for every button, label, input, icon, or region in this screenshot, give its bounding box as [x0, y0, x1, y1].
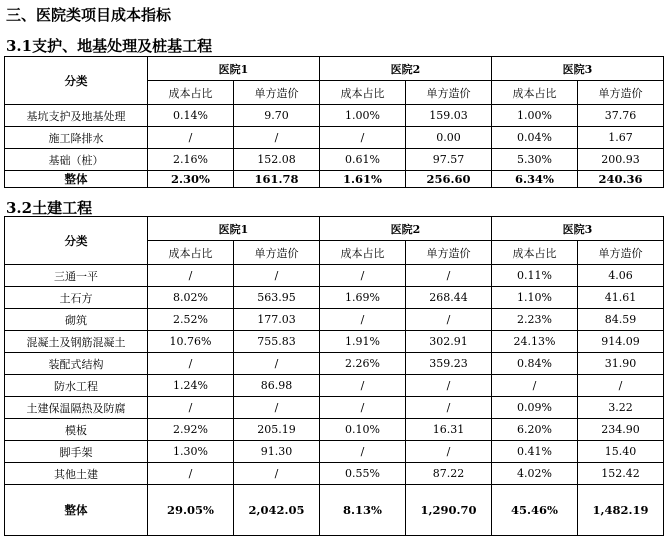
cost-ratio-cell: 6.20%: [492, 419, 578, 441]
cost-ratio-header: 成本占比: [148, 81, 234, 105]
unit-cost-cell: 755.83: [234, 331, 320, 353]
cost-ratio-cell: 1.00%: [492, 105, 578, 127]
cost-ratio-cell: 8.13%: [320, 485, 406, 536]
unit-cost-header: 单方造价: [406, 241, 492, 265]
unit-cost-cell: /: [578, 375, 664, 397]
unit-cost-cell: /: [234, 265, 320, 287]
cost-ratio-cell: 45.46%: [492, 485, 578, 536]
table-row: [5, 331, 664, 353]
cost-ratio-cell: 0.09%: [492, 397, 578, 419]
cost-ratio-cell: 0.10%: [320, 419, 406, 441]
table-header-row: [5, 57, 664, 81]
unit-cost-header: 单方造价: [234, 241, 320, 265]
hospital-3-header: 医院3: [492, 217, 664, 241]
cost-ratio-cell: /: [148, 127, 234, 149]
cost-ratio-cell: 0.04%: [492, 127, 578, 149]
cost-ratio-cell: /: [148, 463, 234, 485]
unit-cost-cell: 359.23: [406, 353, 492, 375]
table-header-row: [5, 217, 664, 241]
cost-ratio-cell: 0.41%: [492, 441, 578, 463]
hospital-1-header: 医院1: [148, 217, 320, 241]
cost-ratio-cell: 0.14%: [148, 105, 234, 127]
cost-ratio-cell: 2.92%: [148, 419, 234, 441]
unit-cost-cell: 302.91: [406, 331, 492, 353]
hospital-2-header: 医院2: [320, 217, 492, 241]
row-category-cell: 防水工程: [5, 375, 148, 397]
unit-cost-cell: 37.76: [578, 105, 664, 127]
unit-cost-cell: 161.78: [234, 171, 320, 188]
hospital-3-header: 医院3: [492, 57, 664, 81]
table-body: [5, 265, 664, 536]
unit-cost-cell: 1,290.70: [406, 485, 492, 536]
cost-ratio-header: 成本占比: [320, 241, 406, 265]
unit-cost-cell: 152.08: [234, 149, 320, 171]
cost-ratio-cell: /: [320, 309, 406, 331]
cost-ratio-cell: 0.55%: [320, 463, 406, 485]
row-category-cell: 装配式结构: [5, 353, 148, 375]
unit-cost-cell: 97.57: [406, 149, 492, 171]
row-category-cell: 模板: [5, 419, 148, 441]
cost-ratio-cell: /: [148, 265, 234, 287]
unit-cost-cell: 914.09: [578, 331, 664, 353]
cost-ratio-cell: 5.30%: [492, 149, 578, 171]
total-row: [5, 171, 664, 188]
table-row: [5, 105, 664, 127]
row-category-cell: 施工降排水: [5, 127, 148, 149]
hospital-1-header: 医院1: [148, 57, 320, 81]
cost-ratio-cell: /: [492, 375, 578, 397]
row-category-cell: 整体: [5, 485, 148, 536]
cost-ratio-cell: 1.00%: [320, 105, 406, 127]
table-row: [5, 265, 664, 287]
unit-cost-header: 单方造价: [406, 81, 492, 105]
unit-cost-header: 单方造价: [578, 241, 664, 265]
unit-cost-cell: 86.98: [234, 375, 320, 397]
section-2-title: 3.2土建工程: [6, 199, 93, 217]
unit-cost-cell: 1.67: [578, 127, 664, 149]
cost-ratio-cell: 2.30%: [148, 171, 234, 188]
row-category-cell: 基础（桩）: [5, 149, 148, 171]
table-row: [5, 309, 664, 331]
cost-ratio-cell: 2.26%: [320, 353, 406, 375]
unit-cost-cell: 41.61: [578, 287, 664, 309]
cost-ratio-cell: /: [320, 397, 406, 419]
table-row: [5, 287, 664, 309]
cost-ratio-cell: 24.13%: [492, 331, 578, 353]
unit-cost-cell: 15.40: [578, 441, 664, 463]
unit-cost-cell: 563.95: [234, 287, 320, 309]
unit-cost-header: 单方造价: [234, 81, 320, 105]
unit-cost-cell: 240.36: [578, 171, 664, 188]
unit-cost-cell: /: [234, 353, 320, 375]
table-row: [5, 375, 664, 397]
table-row: [5, 397, 664, 419]
cost-table-foundation: [4, 56, 664, 188]
cost-ratio-cell: 2.16%: [148, 149, 234, 171]
unit-cost-cell: 234.90: [578, 419, 664, 441]
cost-ratio-cell: 0.61%: [320, 149, 406, 171]
row-category-cell: 砌筑: [5, 309, 148, 331]
cost-ratio-cell: 2.23%: [492, 309, 578, 331]
row-category-cell: 三通一平: [5, 265, 148, 287]
unit-cost-cell: 2,042.05: [234, 485, 320, 536]
row-category-cell: 其他土建: [5, 463, 148, 485]
unit-cost-cell: /: [406, 375, 492, 397]
row-category-cell: 整体: [5, 171, 148, 188]
cost-table-civil: [4, 216, 664, 536]
cost-ratio-cell: 0.11%: [492, 265, 578, 287]
cost-ratio-cell: /: [148, 397, 234, 419]
row-category-cell: 土石方: [5, 287, 148, 309]
unit-cost-cell: /: [406, 265, 492, 287]
unit-cost-cell: 91.30: [234, 441, 320, 463]
row-category-cell: 混凝土及钢筋混凝土: [5, 331, 148, 353]
cost-ratio-header: 成本占比: [320, 81, 406, 105]
cost-ratio-cell: 8.02%: [148, 287, 234, 309]
table-body: [5, 105, 664, 188]
row-category-cell: 脚手架: [5, 441, 148, 463]
total-row: [5, 485, 664, 536]
cost-ratio-cell: /: [320, 127, 406, 149]
unit-cost-cell: /: [234, 463, 320, 485]
table-row: [5, 353, 664, 375]
cost-ratio-cell: 0.84%: [492, 353, 578, 375]
unit-cost-cell: 0.00: [406, 127, 492, 149]
cost-ratio-cell: 4.02%: [492, 463, 578, 485]
unit-cost-cell: 3.22: [578, 397, 664, 419]
cost-ratio-header: 成本占比: [492, 81, 578, 105]
page-heading: 三、医院类项目成本指标: [6, 6, 172, 24]
cost-ratio-header: 成本占比: [148, 241, 234, 265]
hospital-2-header: 医院2: [320, 57, 492, 81]
unit-cost-cell: 268.44: [406, 287, 492, 309]
table-row: [5, 149, 664, 171]
unit-cost-cell: 4.06: [578, 265, 664, 287]
unit-cost-cell: 16.31: [406, 419, 492, 441]
cost-ratio-cell: 1.69%: [320, 287, 406, 309]
unit-cost-cell: 31.90: [578, 353, 664, 375]
row-category-cell: 土建保温隔热及防腐: [5, 397, 148, 419]
section-1-title: 3.1支护、地基处理及桩基工程: [6, 37, 213, 55]
unit-cost-cell: 177.03: [234, 309, 320, 331]
cost-ratio-cell: 10.76%: [148, 331, 234, 353]
unit-cost-cell: 200.93: [578, 149, 664, 171]
cost-ratio-cell: /: [148, 353, 234, 375]
unit-cost-cell: /: [234, 127, 320, 149]
unit-cost-cell: 205.19: [234, 419, 320, 441]
table-row: [5, 463, 664, 485]
unit-cost-cell: /: [406, 309, 492, 331]
cost-ratio-cell: /: [320, 265, 406, 287]
table-row: [5, 441, 664, 463]
category-header: 分类: [5, 217, 148, 265]
cost-ratio-cell: 6.34%: [492, 171, 578, 188]
unit-cost-cell: 256.60: [406, 171, 492, 188]
unit-cost-cell: 84.59: [578, 309, 664, 331]
unit-cost-cell: 152.42: [578, 463, 664, 485]
unit-cost-cell: /: [234, 397, 320, 419]
unit-cost-cell: /: [406, 397, 492, 419]
unit-cost-cell: 87.22: [406, 463, 492, 485]
cost-ratio-cell: 2.52%: [148, 309, 234, 331]
cost-ratio-cell: /: [320, 375, 406, 397]
unit-cost-cell: /: [406, 441, 492, 463]
cost-ratio-cell: 1.91%: [320, 331, 406, 353]
cost-ratio-header: 成本占比: [492, 241, 578, 265]
cost-ratio-cell: 1.10%: [492, 287, 578, 309]
unit-cost-cell: 9.70: [234, 105, 320, 127]
table-row: [5, 419, 664, 441]
table-row: [5, 127, 664, 149]
cost-ratio-cell: /: [320, 441, 406, 463]
cost-ratio-cell: 1.61%: [320, 171, 406, 188]
row-category-cell: 基坑支护及地基处理: [5, 105, 148, 127]
unit-cost-header: 单方造价: [578, 81, 664, 105]
unit-cost-cell: 159.03: [406, 105, 492, 127]
category-header: 分类: [5, 57, 148, 105]
cost-ratio-cell: 29.05%: [148, 485, 234, 536]
cost-ratio-cell: 1.30%: [148, 441, 234, 463]
unit-cost-cell: 1,482.19: [578, 485, 664, 536]
cost-ratio-cell: 1.24%: [148, 375, 234, 397]
